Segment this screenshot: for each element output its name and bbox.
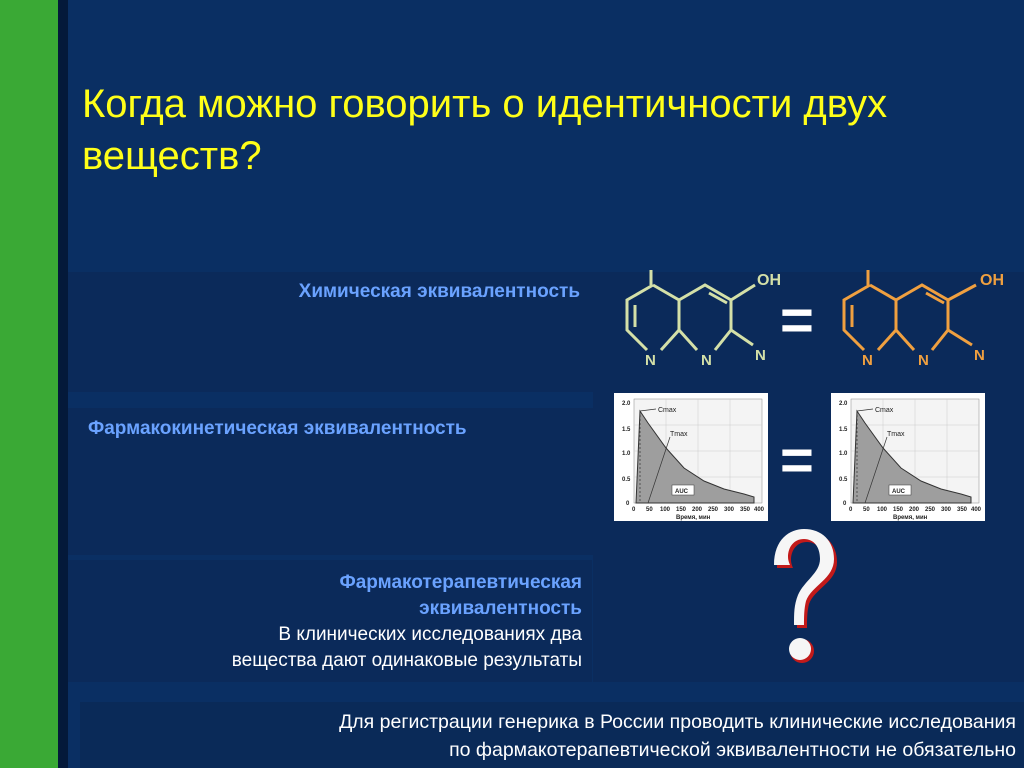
pk-right-xtick-6: 300 [941,507,952,513]
pk-left-xtick-4: 200 [692,507,703,513]
therapeutic-equivalence-label [340,570,582,622]
molecule-right-n2: N [918,352,929,369]
question-mark-icon [760,525,840,673]
therapeutic-label-line1: Фармакотерапевтическая [339,572,582,593]
green-side-bar [0,0,58,768]
slide-title: Когда можно говорить о идентичности двух веществ? [82,82,888,178]
pk-left-xtick-7: 350 [740,507,751,513]
pk-right-xtick-3: 150 [893,507,904,513]
pk-left-xtick-0: 0 [632,507,636,513]
pk-left-ytick-1: 0.5 [622,477,631,483]
molecule-right-n1: N [862,352,873,369]
pk-chart-left [614,393,768,521]
pk-right-ytick-1: 0.5 [839,477,848,483]
pk-left-xtick-6: 300 [724,507,735,513]
pk-right-xtick-5: 250 [925,507,936,513]
side-bar-divider [58,0,68,768]
pk-chart-left-svg [614,393,768,521]
pk-left-ytick-4: 2.0 [622,401,631,407]
pk-chart-right [831,393,985,521]
pk-left-cmax: Cmax [658,407,677,414]
footer-line1: Для регистрации генерика в России проводить клинические исследования [339,711,1016,733]
pk-right-ytick-4: 2.0 [839,401,848,407]
molecule-right-oh: OH [980,272,1004,289]
pk-left-auc: AUC [675,489,688,495]
equals-sign-pharmacokinetic: = [780,428,814,493]
pharmacokinetic-equivalence-label: Фармакокинетическая эквивалентность [88,418,467,439]
therapeutic-label-line2: эквивалентность [419,598,582,619]
molecule-right-image [832,265,1007,370]
pk-right-ytick-3: 1.5 [839,427,848,433]
molecule-left-oh: OH [757,272,781,289]
pk-left-ytick-2: 1.0 [622,451,631,457]
pk-right-tmax: Tmax [887,431,905,438]
pk-left-xtick-8: 400 [754,507,765,513]
pk-right-xtick-4: 200 [909,507,920,513]
pk-left-xtick-5: 250 [708,507,719,513]
pk-chart-right-svg [831,393,985,521]
pk-left-xtick-1: 50 [646,507,653,513]
pk-right-auc: AUC [892,489,905,495]
pk-right-cmax: Cmax [875,407,894,414]
pk-left-tmax: Tmax [670,431,688,438]
pk-right-xtick-1: 50 [863,507,870,513]
pk-right-xtick-7: 350 [957,507,968,513]
molecule-left-n2: N [701,352,712,369]
molecule-left-n3: N [755,347,766,364]
pk-left-xlabel: Время, мин [676,515,711,521]
pk-right-ytick-0: 0 [843,501,847,507]
footer-line2: по фармакотерапевтической эквивалентности не обязательно [449,739,1016,761]
pk-right-xtick-8: 400 [971,507,982,513]
equals-sign-chemical: = [780,288,814,353]
chemical-equivalence-label: Химическая эквивалентность [298,281,580,302]
pk-right-ytick-2: 1.0 [839,451,848,457]
pk-left-xtick-3: 150 [676,507,687,513]
therapeutic-desc-line2: вещества дают одинаковые результаты [231,650,582,671]
pk-left-xtick-2: 100 [660,507,671,513]
pk-left-ytick-3: 1.5 [622,427,631,433]
pk-right-xlabel: Время, мин [893,515,928,521]
therapeutic-desc-line1: В клинических исследованиях два [278,624,582,645]
pk-right-xtick-0: 0 [849,507,853,513]
footer-note [84,708,1016,764]
pk-left-ytick-0: 0 [626,501,630,507]
molecule-left-image [615,265,781,370]
molecule-right-n3: N [974,347,985,364]
molecule-left-n1: N [645,352,656,369]
therapeutic-description [232,622,582,674]
pk-right-xtick-2: 100 [877,507,888,513]
